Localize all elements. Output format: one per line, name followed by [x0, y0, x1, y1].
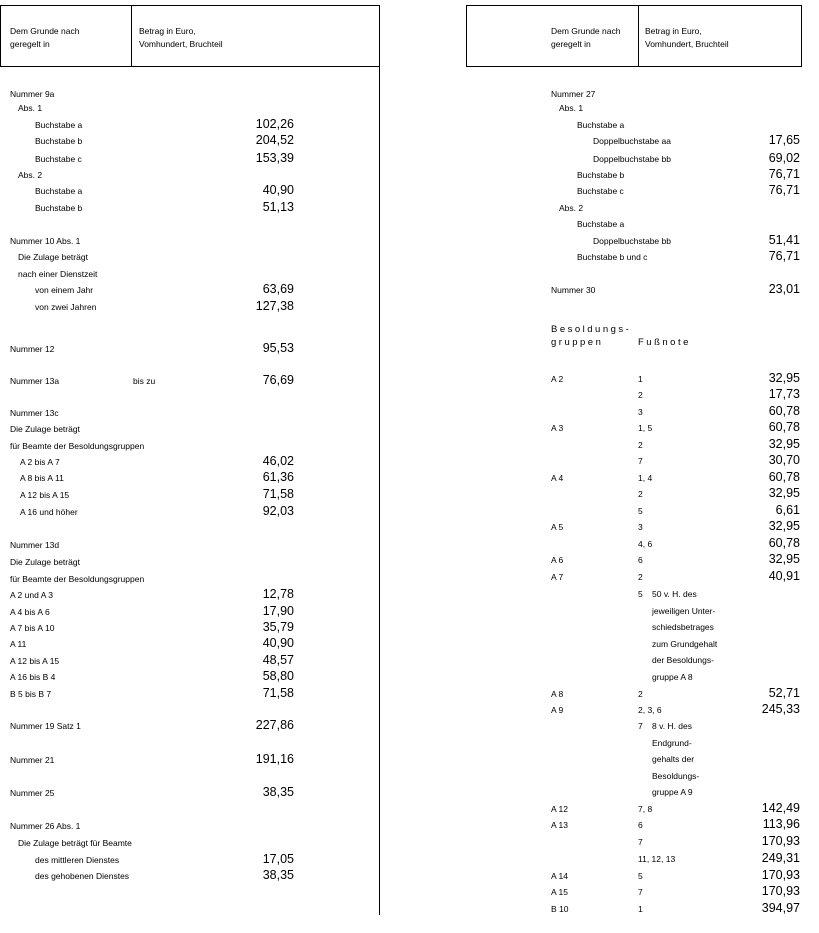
left-edge	[0, 5, 1, 67]
row-label: A 12 bis A 15	[10, 656, 60, 666]
row-value: 12,78	[262, 587, 294, 601]
row-value: 394,97	[761, 901, 800, 915]
row-label: Nummer 10 Abs. 1	[10, 236, 81, 246]
row-value: 113,96	[762, 817, 800, 831]
row-label: für Beamte der Besoldungsgruppen	[10, 441, 145, 451]
row-label: Buchstabe b	[577, 170, 625, 180]
row-value: 76,69	[262, 373, 294, 387]
fussnote: 2	[638, 440, 643, 450]
row-value: 6,61	[775, 503, 800, 517]
row-label: Die Zulage beträgt für Beamte	[18, 838, 132, 848]
row-label: für Beamte der Besoldungsgruppen	[10, 574, 145, 584]
row-value: 227,86	[255, 718, 294, 732]
row-label: A 16 bis B 4	[10, 672, 56, 682]
row-label: A 8 bis A 11	[20, 473, 64, 483]
row-value: 48,57	[262, 653, 294, 667]
header-line: Betrag in Euro,	[645, 26, 702, 36]
header-col1-left	[10, 25, 79, 51]
row-value: 52,71	[768, 686, 800, 700]
row-value: 76,71	[768, 183, 800, 197]
row-value: 71,58	[262, 686, 294, 700]
right-edge	[801, 5, 802, 67]
row-label: Buchstabe b und c	[577, 252, 648, 262]
header-line: Dem Grunde nach	[551, 26, 621, 36]
fussnote: 2	[638, 390, 643, 400]
left-col-divider	[131, 5, 132, 67]
row-value: 102,26	[255, 117, 294, 131]
row-label: Die Zulage beträgt	[10, 557, 80, 567]
fussnote: 5	[638, 589, 643, 599]
row-value: 32,95	[768, 552, 800, 566]
note-line: schiedsbetrages	[652, 622, 714, 633]
row-label: Nummer 13a	[10, 376, 60, 386]
row-label: Nummer 30	[551, 285, 596, 295]
row-value: 17,73	[768, 387, 800, 401]
besoldungsgruppe: A 2	[551, 374, 564, 384]
note-line: zum Grundgehalt	[652, 638, 718, 649]
row-value: 92,03	[262, 504, 294, 518]
row-value: 32,95	[768, 437, 800, 451]
row-label: A 11	[10, 639, 27, 649]
row-value: 170,93	[761, 884, 800, 898]
row-value: 204,52	[255, 133, 294, 147]
row-label: B 5 bis B 7	[10, 689, 52, 699]
row-label: Doppelbuchstabe bb	[593, 236, 671, 246]
fussnote: 6	[638, 555, 643, 565]
fussnote: 1, 4	[638, 473, 653, 483]
besoldungsgruppe: A 5	[551, 522, 564, 532]
row-label: Nummer 13c	[10, 408, 59, 418]
fussnote: 7	[638, 456, 643, 466]
note-line: gehalts der	[652, 754, 695, 765]
row-label: Buchstabe a	[577, 219, 625, 229]
row-value: 76,71	[768, 167, 800, 181]
fussnote-header: Fußnote	[638, 337, 691, 348]
row-value: 35,79	[262, 620, 294, 634]
row-value: 63,69	[262, 282, 294, 296]
row-value: 60,78	[768, 470, 800, 484]
besoldung-header-1: Besoldungs-	[551, 324, 632, 335]
besoldungsgruppe: A 3	[551, 423, 564, 433]
row-label: Buchstabe a	[35, 120, 83, 130]
row-label: Nummer 26 Abs. 1	[10, 821, 81, 831]
right-left-edge	[466, 5, 467, 67]
row-label: A 2 bis A 7	[20, 457, 60, 467]
note-line: jeweiligen Unter-	[652, 605, 716, 616]
row-label: Doppelbuchstabe aa	[593, 136, 671, 146]
fussnote: 7	[638, 887, 643, 897]
note-line: 50 v. H. des	[652, 589, 697, 599]
row-value: 142,49	[761, 801, 800, 815]
besoldungsgruppe: A 13	[551, 820, 569, 830]
besoldungsgruppe: B 10	[551, 904, 569, 914]
row-value: 170,93	[761, 834, 800, 848]
row-value: 76,71	[768, 249, 800, 263]
row-value: 249,31	[761, 851, 800, 865]
row-label: Abs. 1	[559, 103, 584, 113]
fussnote: 2	[638, 689, 643, 699]
row-label: nach einer Dienstzeit	[18, 269, 98, 279]
right-col-divider	[638, 5, 639, 67]
row-label: Buchstabe c	[35, 154, 82, 164]
row-value: 32,95	[768, 371, 800, 385]
besoldungsgruppe: A 15	[551, 887, 569, 897]
row-label: A 4 bis A 6	[10, 607, 50, 617]
row-value: 23,01	[768, 282, 800, 296]
row-label: bis zu	[133, 376, 156, 386]
row-label: A 16 und höher	[20, 507, 78, 517]
note-line: 8 v. H. des	[652, 721, 692, 731]
besoldungsgruppe: A 8	[551, 689, 564, 699]
header-col2-left	[139, 25, 223, 51]
row-label: Nummer 13d	[10, 540, 60, 550]
row-label: Nummer 25	[10, 788, 55, 798]
row-label: A 2 und A 3	[10, 590, 54, 600]
row-value: 30,70	[768, 453, 800, 467]
note-line: der Besoldungs-	[652, 655, 714, 666]
header-line: Dem Grunde nach	[10, 26, 80, 36]
row-label: Die Zulage beträgt	[10, 424, 80, 434]
row-value: 61,36	[262, 470, 294, 484]
row-value: 32,95	[768, 519, 800, 533]
besoldungsgruppe: A 9	[551, 705, 564, 715]
fussnote: 5	[638, 506, 643, 516]
fussnote: 3	[638, 522, 643, 532]
row-value: 58,80	[262, 669, 294, 683]
besoldungsgruppe: A 7	[551, 572, 564, 582]
header-rule-left	[0, 66, 380, 67]
fussnote: 2	[638, 572, 643, 582]
row-label: Buchstabe a	[577, 120, 625, 130]
besoldungsgruppe: A 12	[551, 804, 569, 814]
row-value: 245,33	[761, 702, 800, 716]
note-line: gruppe A 8	[652, 672, 693, 682]
row-value: 71,58	[262, 487, 294, 501]
row-value: 40,90	[262, 183, 294, 197]
row-value: 60,78	[768, 404, 800, 418]
row-value: 38,35	[262, 868, 294, 882]
row-value: 51,41	[768, 233, 800, 247]
row-value: 46,02	[262, 454, 294, 468]
note-line: Endgrund-	[652, 737, 692, 748]
row-value: 32,95	[768, 486, 800, 500]
fussnote: 7	[638, 721, 643, 731]
row-value: 17,90	[262, 604, 294, 618]
fussnote: 2, 3, 6	[638, 705, 662, 715]
fussnote: 1, 5	[638, 423, 653, 433]
row-label: Abs. 1	[18, 103, 43, 113]
row-label: Nummer 19 Satz 1	[10, 721, 81, 731]
row-label: Abs. 2	[18, 170, 43, 180]
besoldungsgruppe: A 4	[551, 473, 564, 483]
header-line: Vomhundert, Bruchteil	[139, 39, 223, 49]
row-label: von einem Jahr	[35, 285, 94, 295]
row-label: A 7 bis A 10	[10, 623, 55, 633]
row-label: des mittleren Dienstes	[35, 855, 120, 865]
row-value: 40,91	[768, 569, 800, 583]
header-line: Vomhundert, Bruchteil	[645, 39, 729, 49]
fussnote: 3	[638, 407, 643, 417]
row-label: Buchstabe b	[35, 203, 83, 213]
row-value: 60,78	[768, 536, 800, 550]
note-line: Besoldungs-	[652, 770, 700, 781]
besoldungsgruppe: A 6	[551, 555, 564, 565]
row-value: 127,38	[255, 299, 294, 313]
besoldungsgruppe: A 14	[551, 871, 569, 881]
row-value: 51,13	[262, 200, 294, 214]
row-label: von zwei Jahren	[35, 302, 97, 312]
left-right-edge	[379, 5, 380, 915]
row-value: 153,39	[255, 151, 294, 165]
row-value: 17,65	[768, 133, 800, 147]
header-line: geregelt in	[10, 39, 50, 49]
row-value: 17,05	[262, 852, 294, 866]
fussnote: 6	[638, 820, 643, 830]
besoldung-header-2: gruppen	[551, 337, 604, 348]
row-label: Nummer 21	[10, 755, 55, 765]
fussnote: 7	[638, 837, 643, 847]
fussnote: 2	[638, 489, 643, 499]
fussnote: 1	[638, 904, 643, 914]
row-label: des gehobenen Dienstes	[35, 871, 130, 881]
fussnote: 4, 6	[638, 539, 653, 549]
header-rule-right	[466, 66, 801, 67]
row-label: A 12 bis A 15	[20, 490, 70, 500]
row-label: Doppelbuchstabe bb	[593, 154, 671, 164]
row-value: 191,16	[255, 752, 294, 766]
row-label: Nummer 9a	[10, 89, 55, 99]
header-line: Betrag in Euro,	[139, 26, 196, 36]
row-label: Buchstabe b	[35, 136, 83, 146]
row-value: 95,53	[262, 341, 294, 355]
top-rule-right	[466, 5, 801, 6]
fussnote: 1	[638, 374, 643, 384]
fussnote: 11, 12, 13	[638, 854, 676, 864]
row-value: 170,93	[761, 868, 800, 882]
row-label: Abs. 2	[559, 203, 584, 213]
header-line: geregelt in	[551, 39, 591, 49]
row-value: 38,35	[262, 785, 294, 799]
header-col2-right	[645, 25, 729, 51]
row-label: Nummer 12	[10, 344, 55, 354]
header-col1-right	[551, 25, 620, 51]
top-rule-left	[0, 5, 380, 6]
row-value: 60,78	[768, 420, 800, 434]
row-label: Buchstabe c	[577, 186, 624, 196]
note-line: gruppe A 9	[652, 787, 693, 798]
row-label: Nummer 27	[551, 89, 596, 99]
row-label: Die Zulage beträgt	[18, 252, 88, 262]
row-value: 69,02	[768, 151, 800, 165]
fussnote: 5	[638, 871, 643, 881]
row-label: Buchstabe a	[35, 186, 83, 196]
fussnote: 7, 8	[638, 804, 653, 814]
row-value: 40,90	[262, 636, 294, 650]
